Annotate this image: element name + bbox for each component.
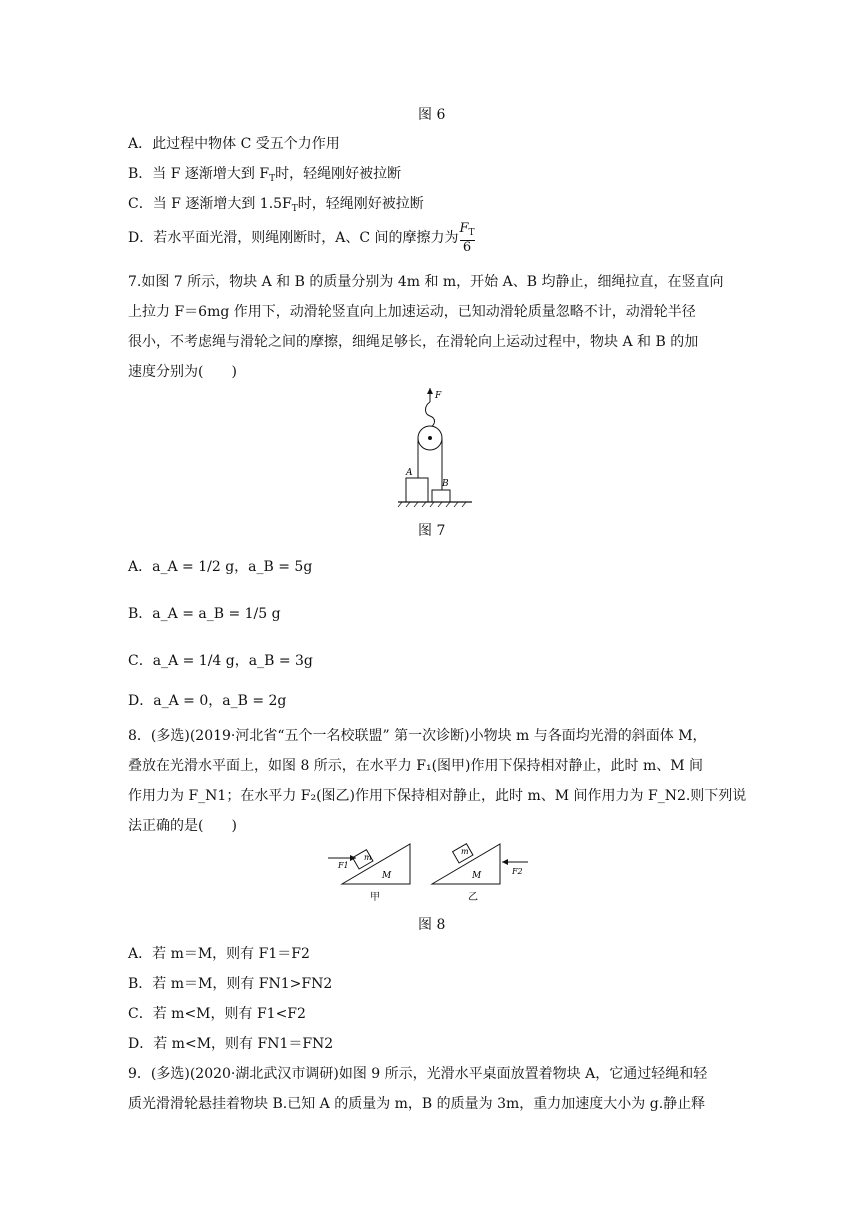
q7-line-3: 很小，不考虑绳与滑轮之间的摩擦，细绳足够长，在滑轮向上运动过程中，物块 A 和 B 的加 [128, 334, 699, 350]
label-b: B [442, 479, 449, 489]
option-label: B． [128, 166, 153, 182]
fig8-caption: 图 8 [418, 917, 446, 933]
q6-option-c [128, 190, 424, 223]
option-text-pre: 当 F 逐渐增大到 F [152, 166, 270, 182]
option-label: D． [128, 230, 154, 246]
q8-line-3: 作用力为 F_N1；在水平力 F₂(图乙)作用下保持相对静止，此时 m、M 间作用力为 F_N2.则下列说 [128, 788, 747, 804]
fraction-subscript: T [468, 228, 475, 238]
force-f2-head [502, 859, 508, 865]
figure-8-inclines [322, 838, 542, 904]
option-label: D． [128, 1036, 154, 1052]
q7-line-2: 上拉力 F＝6mg 作用下，动滑轮竖直向上加速运动，已知动滑轮质量忽略不计，动滑轮半径 [128, 304, 696, 320]
q7-option-a [128, 558, 312, 576]
q8-line-2: 叠放在光滑水平面上，如图 8 所示，在水平力 F₁(图甲)作用下保持相对静止，此时 m、M 间 [128, 758, 704, 774]
option-label: C． [128, 1006, 153, 1022]
block-b [432, 490, 450, 502]
q8-line-4: 法正确的是( ) [128, 818, 237, 834]
q8-option-c [128, 1000, 306, 1028]
hook [426, 402, 435, 428]
option-text: a_A = 1/4 g，a_B = 3g [152, 653, 313, 669]
label-yi: 乙 [468, 892, 478, 903]
option-text-post: 时，轻绳刚好被拉断 [297, 196, 424, 212]
force-label-f: F [435, 391, 442, 401]
option-label: D． [128, 693, 154, 709]
option-label: A． [128, 946, 153, 962]
option-label: C． [128, 653, 153, 669]
label-a: A [406, 468, 413, 478]
fig7-caption: 图 7 [418, 523, 446, 539]
option-text: 若 m＝M，则有 F1＝F2 [152, 946, 310, 962]
q7-line-4: 速度分别为( ) [128, 364, 237, 380]
label-m-jia: m [364, 853, 372, 862]
fig6-caption: 图 6 [418, 107, 446, 123]
option-text: a_A = a_B = 1/5 g [152, 606, 281, 622]
label-big-m-yi: M [472, 871, 482, 881]
label-f2: F2 [512, 867, 523, 876]
q9-line-1: 9．(多选)(2020·湖北武汉市调研)如图 9 所示，光滑水平桌面放置着物块 A，它通过轻绳和轻 [128, 1066, 708, 1082]
fraction-denominator: 6 [462, 240, 472, 255]
q9-line-2: 质光滑滑轮悬挂着物块 B.已知 A 的质量为 m，B 的质量为 3m，重力加速度大小为 g.静止释 [128, 1096, 706, 1112]
q7-line-1: 7.如图 7 所示，物块 A 和 B 的质量分别为 4m 和 m，开始 A、B 均静止，细绳拉直，在竖直向 [128, 274, 724, 290]
block-a [406, 478, 428, 502]
option-text-pre: 若水平面光滑，则绳刚断时，A、C 间的摩擦力为 [153, 230, 459, 246]
label-f1: F1 [338, 861, 349, 870]
option-text: a_A = 0，a_B = 2g [153, 693, 287, 709]
option-label: C． [128, 196, 153, 212]
option-text: 此过程中物体 C 受五个力作用 [152, 136, 340, 152]
label-big-m-jia: M [382, 871, 392, 881]
q7-option-d [128, 692, 286, 710]
q8-option-a [128, 940, 310, 968]
option-text: 若 m<M，则有 FN1＝FN2 [153, 1036, 334, 1052]
q7-option-b [128, 605, 281, 623]
option-label: A． [128, 559, 153, 575]
option-text: a_A = 1/2 g，a_B = 5g [152, 559, 313, 575]
option-label: A． [128, 136, 153, 152]
ground-hatching [398, 502, 466, 507]
option-text-post: 时，轻绳刚好被拉断 [275, 166, 402, 182]
q7-option-c [128, 652, 313, 670]
option-label: B． [128, 606, 153, 622]
fraction [460, 222, 475, 254]
incline-jia [342, 844, 410, 884]
subscript: T [291, 204, 298, 214]
q8-option-b [128, 970, 332, 998]
force-arrow-head [427, 388, 433, 394]
fraction-numerator: F [459, 221, 469, 236]
figure-7-pulley [396, 388, 476, 508]
pulley-axle [428, 436, 432, 440]
q6-option-b [128, 160, 401, 193]
subscript: T [269, 174, 276, 184]
option-label: B． [128, 976, 153, 992]
option-text: 若 m＝M，则有 FN1>FN2 [152, 976, 333, 992]
label-m-yi: m [461, 847, 469, 856]
q6-option-a [128, 130, 340, 158]
q6-option-d [128, 222, 476, 254]
q8-option-d [128, 1030, 333, 1058]
label-jia: 甲 [370, 892, 380, 903]
option-text: 若 m<M，则有 F1<F2 [152, 1006, 306, 1022]
option-text-pre: 当 F 逐渐增大到 1.5F [152, 196, 292, 212]
q8-line-1: 8．(多选)(2019·河北省“五个一名校联盟” 第一次诊断)小物块 m 与各面均光滑的斜面体 M， [128, 728, 707, 744]
